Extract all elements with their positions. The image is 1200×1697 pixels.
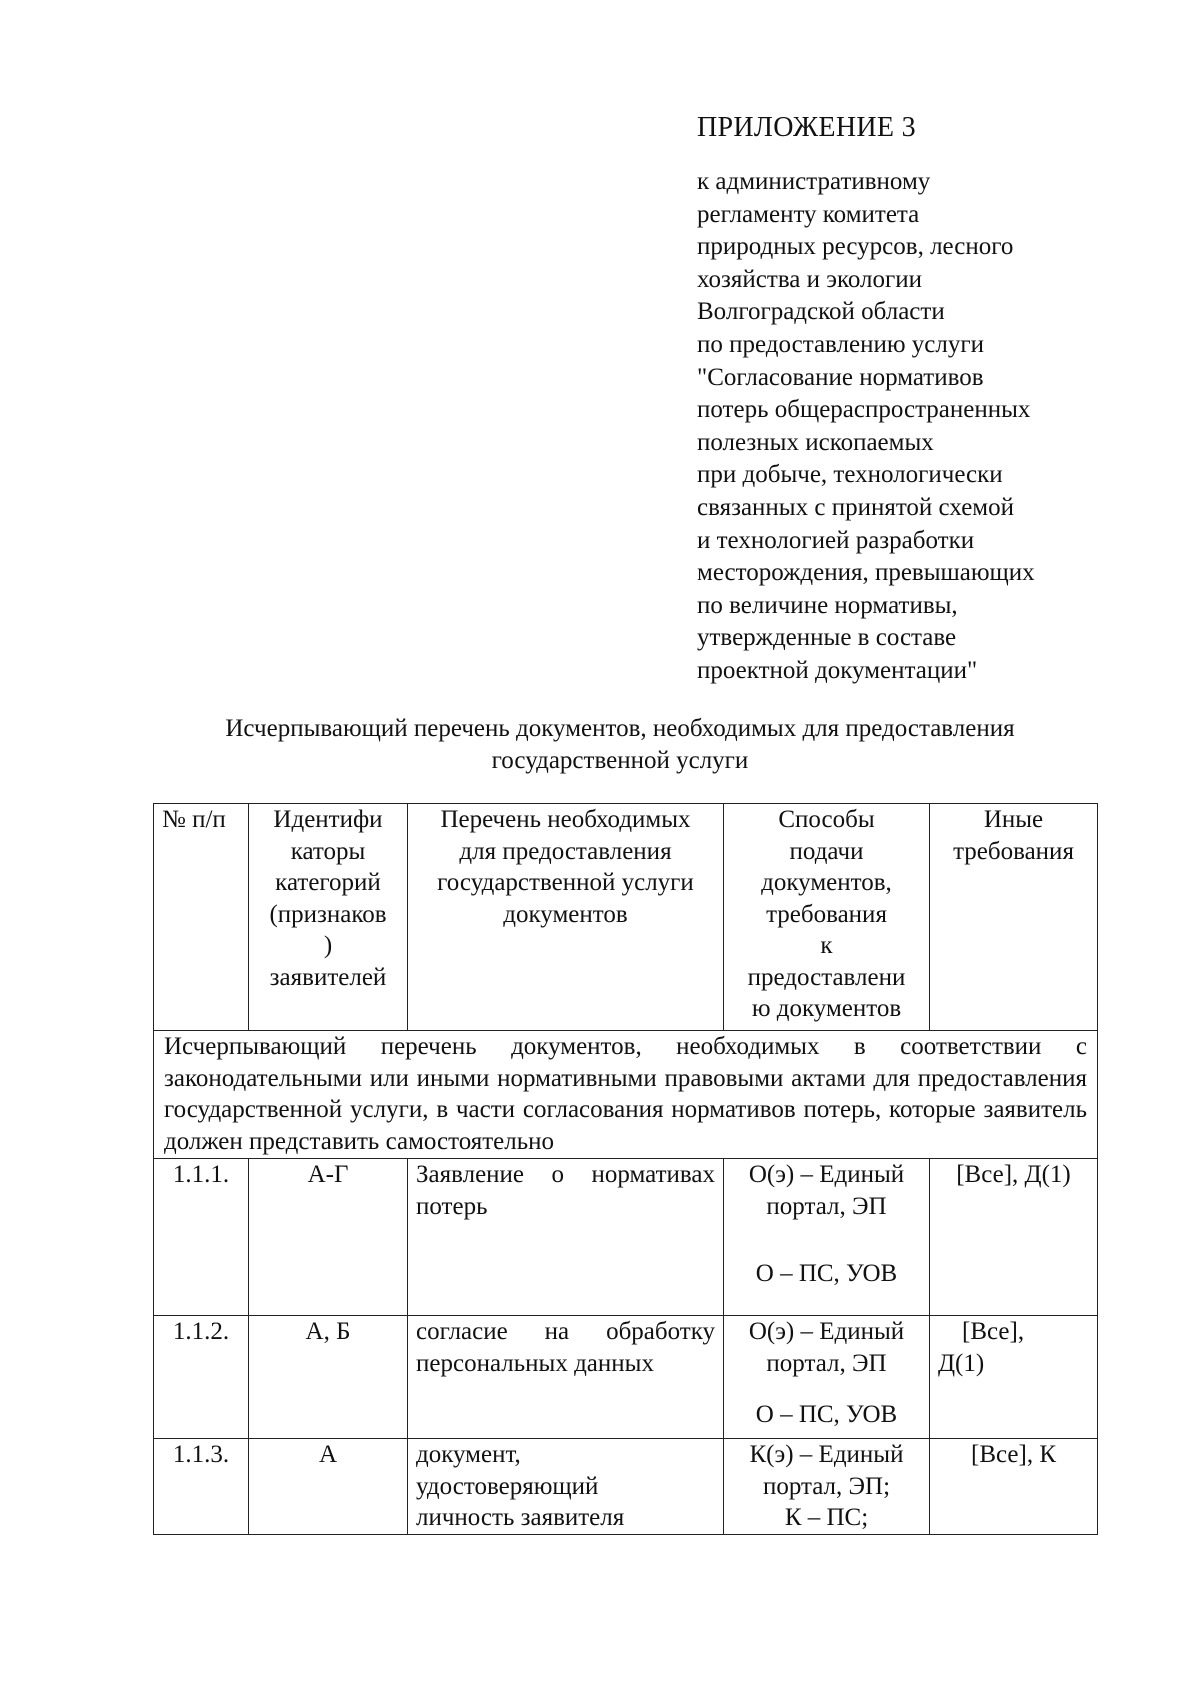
row-ident: А — [249, 1439, 408, 1535]
header-text: Перечень необходимых — [440, 806, 691, 833]
appendix-line: утвержденные в составе — [697, 624, 957, 652]
appendix-line: проектной документации" — [697, 656, 978, 684]
row-num: 1.1.3. — [154, 1439, 249, 1535]
method-line: К(э) – Единый — [749, 1441, 904, 1468]
section-text: Исчерпывающий перечень документов, необходимых в соответствии с законодательными или иными нормативными правовыми актами для предоставления государственной услуги, в части согласования нормативов потерь, которые заявитель должен представить самостоятельно — [154, 1031, 1098, 1159]
header-text: (признаков — [269, 900, 387, 928]
header-text: категорий — [275, 869, 381, 896]
header-text: для предоставления — [459, 837, 672, 865]
header-text: документов, — [761, 869, 892, 896]
heading-line: государственной услуги — [491, 747, 749, 774]
row-doc: согласие на обработку персональных данных — [408, 1316, 724, 1439]
appendix-line: потерь общераспространенных — [697, 396, 1031, 424]
method-line: О(э) – Единый — [748, 1318, 905, 1345]
method-line: О – ПС, УОВ — [755, 1260, 898, 1287]
header-text: каторы — [290, 837, 366, 865]
table-row — [154, 1316, 1098, 1439]
table-row — [154, 1159, 1098, 1316]
row-other — [930, 1316, 1098, 1439]
appendix-line: Волгоградской области — [697, 298, 945, 326]
appendix-line: по величине нормативы, — [697, 591, 958, 619]
appendix-line: связанных с принятой схемой — [697, 493, 1014, 521]
row-ident: А, Б — [249, 1316, 408, 1439]
header-text: подачи — [789, 837, 864, 865]
row-other: [Все], К — [930, 1439, 1098, 1535]
row-doc — [408, 1439, 724, 1535]
table-row — [154, 1439, 1098, 1535]
row-num: 1.1.1. — [154, 1159, 249, 1316]
header-methods — [724, 804, 930, 1031]
header-text: государственной услуги — [437, 869, 694, 896]
appendix-title: ПРИЛОЖЕНИЕ 3 — [697, 112, 916, 143]
row-method — [724, 1439, 930, 1535]
header-text: Способы — [778, 806, 875, 833]
row-method — [724, 1316, 930, 1439]
appendix-line: хозяйства и экологии — [697, 265, 923, 293]
header-text: предоставлени — [747, 963, 906, 991]
row-doc: Заявление о нормативах потерь — [408, 1159, 724, 1316]
other-line: [Все], — [962, 1318, 1025, 1345]
row-method — [724, 1159, 930, 1316]
documents-table — [153, 803, 1098, 1535]
doc-line: удостоверяющий — [416, 1472, 599, 1500]
header-docs — [408, 804, 724, 1031]
method-line: портал, ЭП — [766, 1192, 887, 1220]
header-num — [154, 804, 249, 1031]
header-num-label: № п/п — [162, 806, 226, 833]
appendix-subtitle — [697, 166, 1137, 688]
header-text: документов — [503, 900, 628, 928]
appendix-line: природных ресурсов, лесного — [697, 233, 1014, 261]
row-num: 1.1.2. — [154, 1316, 249, 1439]
doc-line: личность заявителя — [416, 1504, 625, 1531]
document-heading — [140, 713, 1100, 777]
header-text: ю документов — [751, 995, 902, 1022]
method-line: портал, ЭП — [766, 1349, 887, 1377]
row-other: [Все], Д(1) — [930, 1159, 1098, 1316]
method-line: О(э) – Единый — [748, 1161, 905, 1188]
header-text: заявителей — [269, 963, 387, 991]
heading-line: Исчерпывающий перечень документов, необходимых для предоставления — [225, 715, 1015, 742]
header-ident — [249, 804, 408, 1031]
appendix-line: месторождения, превышающих — [697, 559, 1035, 587]
method-line: О – ПС, УОВ — [755, 1401, 898, 1428]
header-text: требования — [766, 900, 887, 928]
appendix-line: и технологией разработки — [697, 526, 975, 554]
appendix-line: к административному — [697, 168, 931, 195]
appendix-line: "Согласование нормативов — [697, 363, 984, 391]
header-other — [930, 804, 1098, 1031]
header-text: Иные — [983, 806, 1044, 833]
header-text: к — [820, 932, 833, 959]
header-text: требования — [953, 837, 1074, 865]
other-line: Д(1) — [938, 1349, 985, 1377]
doc-line: документ, — [416, 1441, 521, 1468]
appendix-line: при добыче, технологически — [697, 461, 1003, 489]
appendix-line: регламенту комитета — [697, 200, 920, 228]
appendix-line: по предоставлению услуги — [697, 330, 984, 358]
header-text: Идентифи — [273, 806, 383, 833]
appendix-line: полезных ископаемых — [697, 428, 934, 456]
table-section-row — [154, 1031, 1098, 1159]
method-line: портал, ЭП; — [762, 1472, 891, 1500]
row-ident: А-Г — [249, 1159, 408, 1316]
header-text: ) — [323, 932, 333, 959]
method-line: К – ПС; — [784, 1504, 869, 1531]
table-header-row — [154, 804, 1098, 1031]
